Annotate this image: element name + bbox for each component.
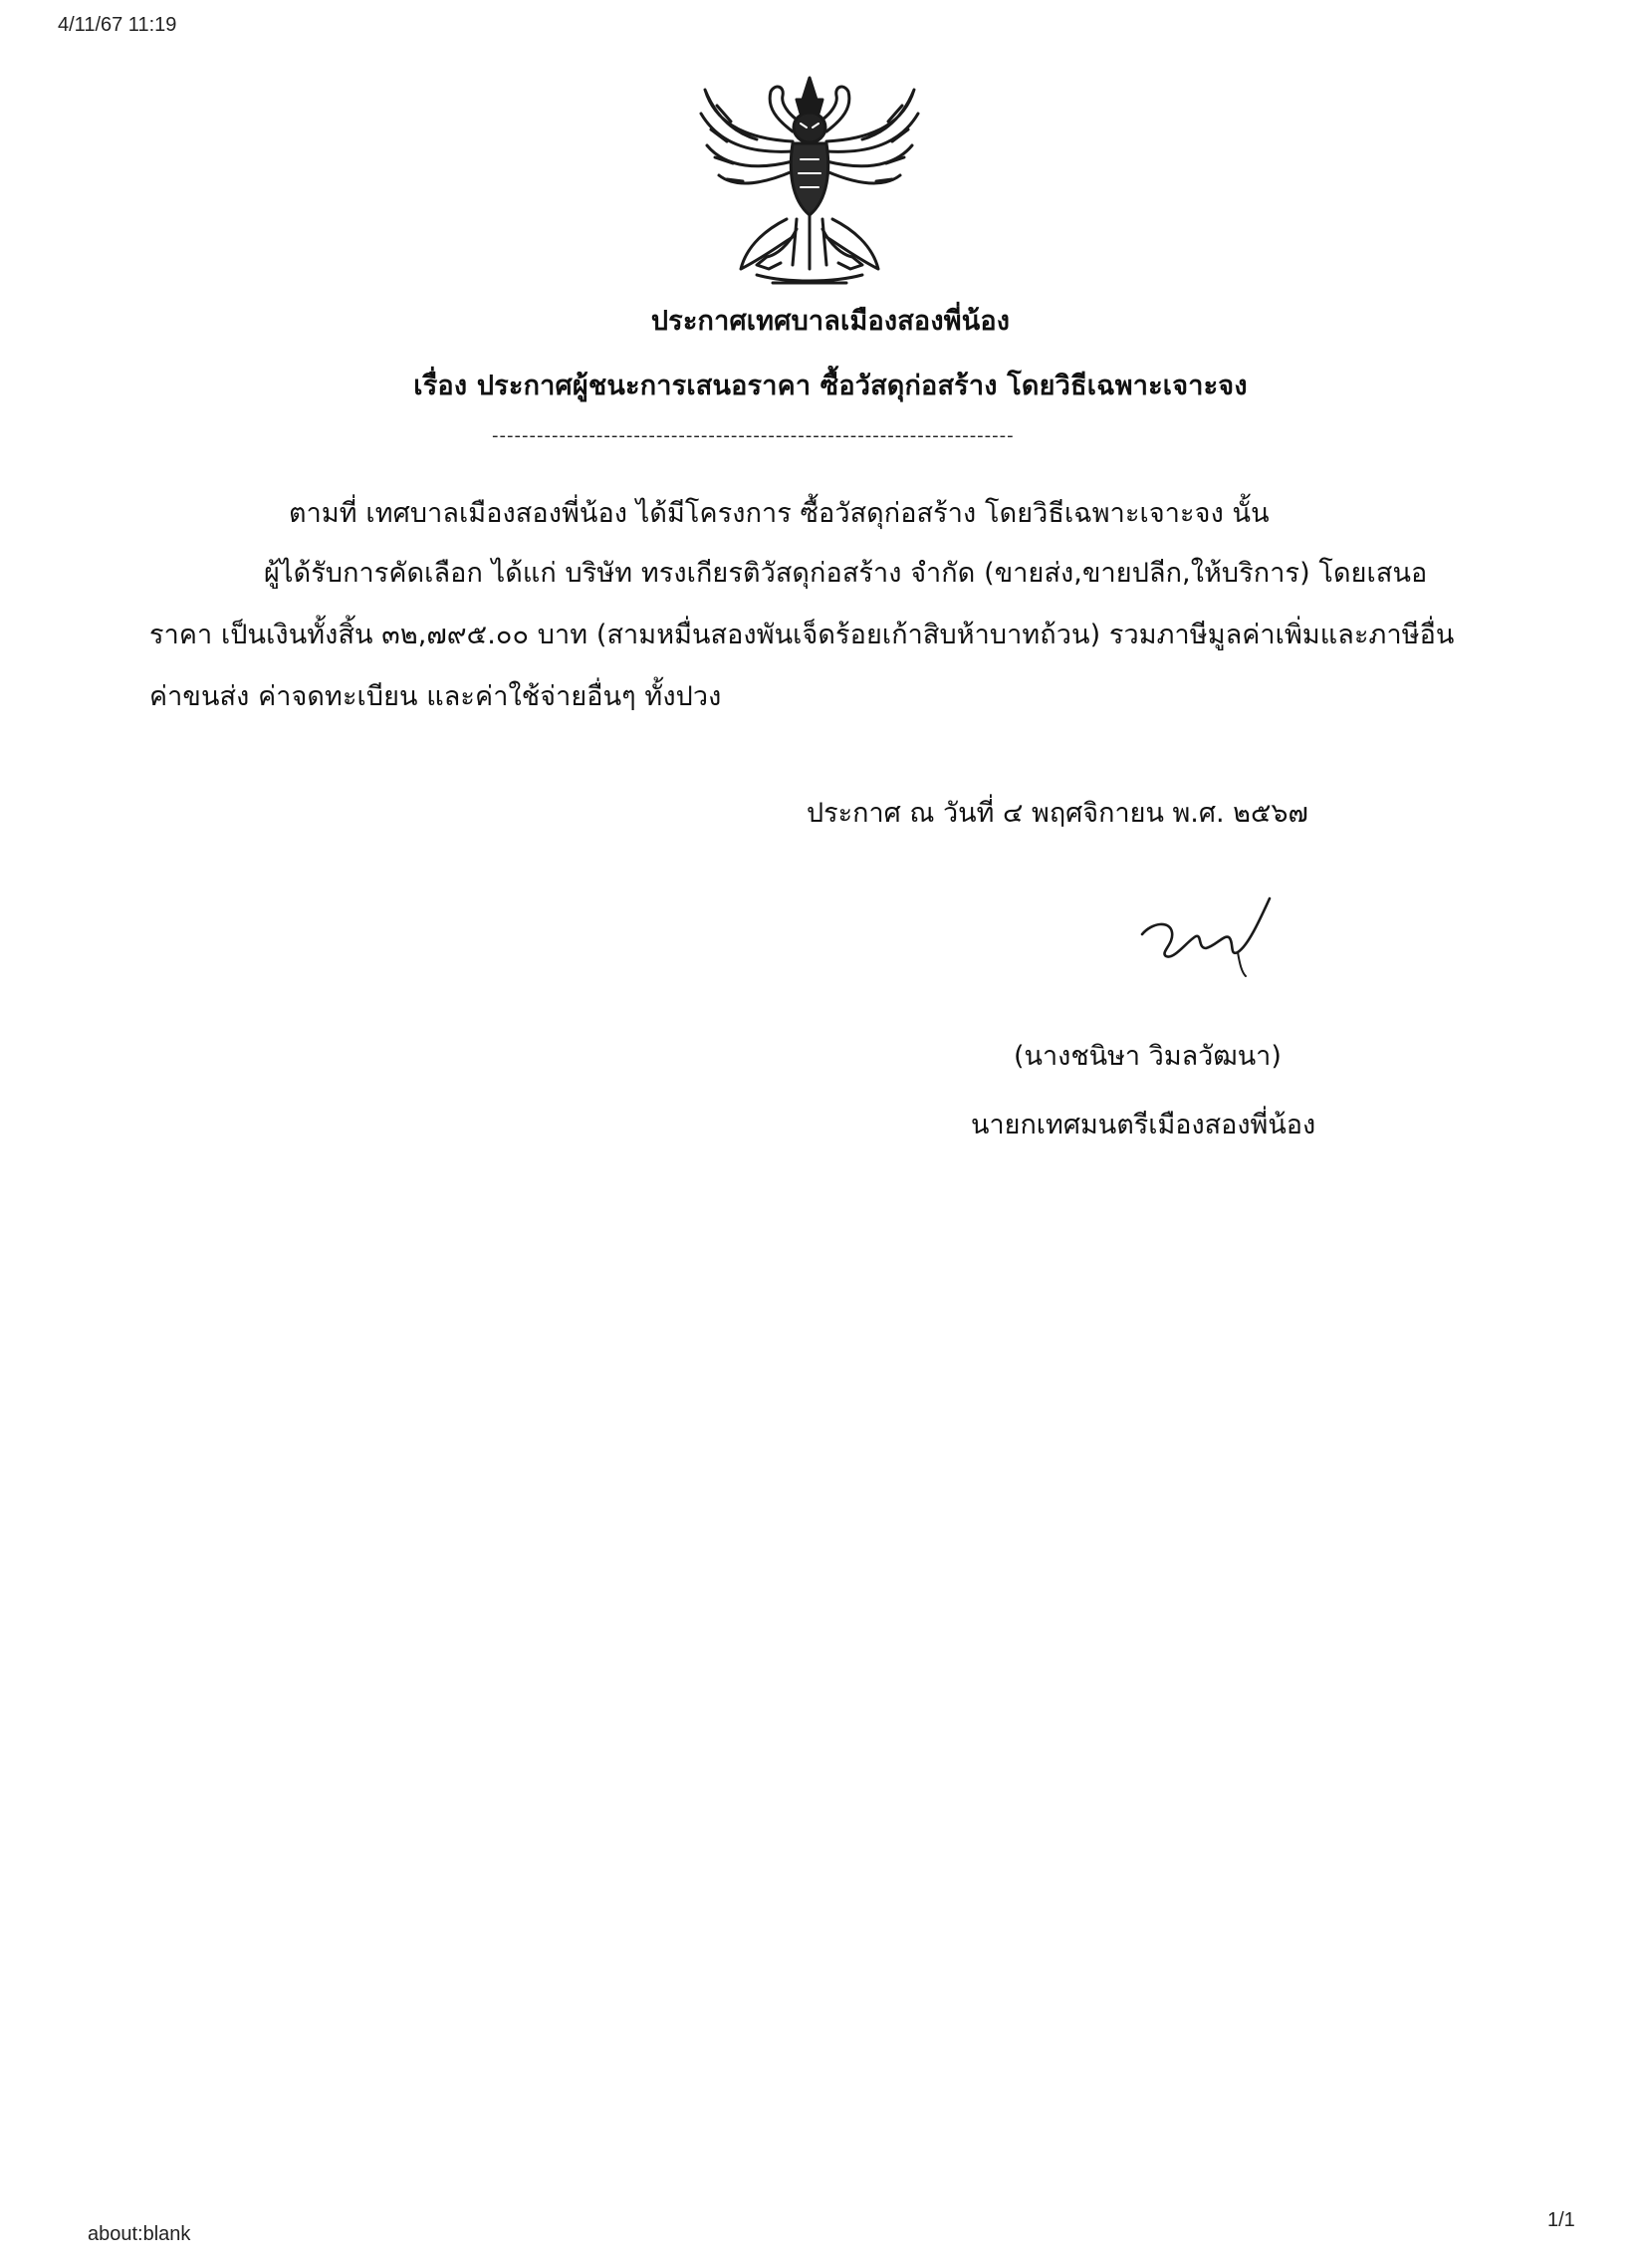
handwritten-signature-icon (1130, 886, 1280, 996)
announcement-date: ประกาศ ณ วันที่ ๔ พฤศจิกายน พ.ศ. ๒๕๖๗ (807, 798, 1308, 829)
body-line-2: ผู้ได้รับการคัดเลือก ได้แก่ บริษัท ทรงเกียรติวัสดุก่อสร้าง จำกัด (ขายส่ง,ขายปลีก,ให้บริการ) โดยเสนอ (264, 558, 1428, 589)
print-url: about:blank (88, 2223, 191, 2245)
announcement-issuer: ประกาศเทศบาลเมืองสองพี่น้อง (650, 306, 1011, 337)
announcement-subject: เรื่อง ประกาศผู้ชนะการเสนอราคา ซื้อวัสดุก่อสร้าง โดยวิธีเฉพาะเจาะจง (413, 371, 1248, 401)
signatory-name: (นางชนิษา วิมลวัฒนา) (1014, 1041, 1282, 1072)
title-divider: ---------------------------------------------------------------------- (492, 425, 1015, 445)
body-line-1: ตามที่ เทศบาลเมืองสองพี่น้อง ได้มีโครงการ ซื้อวัสดุก่อสร้าง โดยวิธีเฉพาะเจาะจง นั้น (289, 498, 1270, 529)
signatory-position: นายกเทศมนตรีเมืองสองพี่น้อง (971, 1110, 1316, 1140)
print-datetime: 4/11/67 11:19 (58, 14, 177, 36)
garuda-emblem-icon (697, 70, 922, 293)
body-line-3: ราคา เป็นเงินทั้งสิ้น ๓๒,๗๙๕.๐๐ บาท (สามหมื่นสองพันเจ็ดร้อยเก้าสิบห้าบาทถ้วน) รวมภาษีมูลค่าเพิ่มและภาษีอื่น (149, 620, 1455, 650)
print-page-number: 1/1 (1547, 2209, 1575, 2231)
body-line-4: ค่าขนส่ง ค่าจดทะเบียน และค่าใช้จ่ายอื่นๆ ทั้งปวง (149, 681, 722, 712)
